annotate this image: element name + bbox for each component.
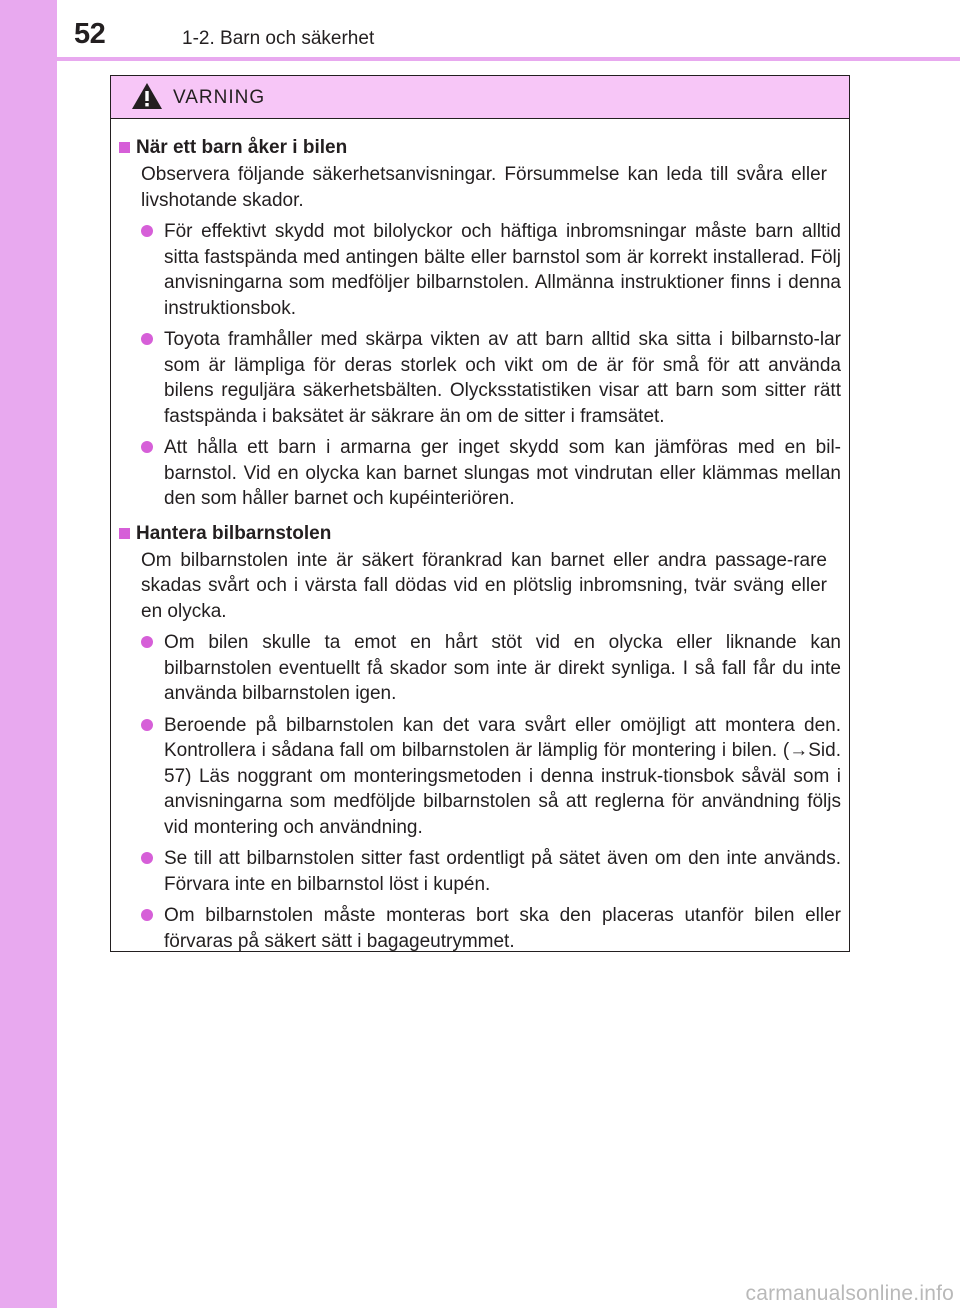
section-heading xyxy=(119,520,841,547)
warning-label: VARNING xyxy=(173,87,266,108)
page-header xyxy=(0,0,960,58)
section-heading-text: Hantera bilbarnstolen xyxy=(136,522,332,544)
section-title: 1-2. Barn och säkerhet xyxy=(182,28,375,49)
page-number: 52 xyxy=(74,18,106,50)
round-bullet-icon xyxy=(141,333,153,345)
section-heading-text: När ett barn åker i bilen xyxy=(136,137,348,158)
list-item xyxy=(119,846,841,897)
header-corner xyxy=(0,0,57,58)
round-bullet-icon xyxy=(141,636,153,648)
list-item-text: Toyota framhåller med skärpa vikten av att barn alltid ska sitta i bilbarnsto-lar som är lämpliga för deras storlek och vikt om de är för små för att använda bilens reguljära säkerhetsbälten. Olycksstatistiken visar att barn som sitter rätt fastspända i baksätet är säkrare än om de sitter i framsätet. xyxy=(164,329,841,427)
round-bullet-icon xyxy=(141,852,153,864)
list-item xyxy=(119,903,841,954)
list-item-text: Om bilen skulle ta emot en hårt stöt vid en olycka eller liknande kan bilbarnstolen eventuellt få skador som inte är direkt synliga. I så fall får du inte använda bilbarnstolen igen. xyxy=(164,632,841,704)
section-intro: Om bilbarnstolen inte är säkert förankrad kan barnet eller andra passage-rare skadas svårt och i värsta fall dödas vid en plötslig inbromsning, tvär sväng eller en olycka. xyxy=(141,549,827,622)
warning-triangle-icon xyxy=(131,82,163,110)
list-item-text: Beroende på bilbarnstolen kan det vara svårt eller omöjligt att montera den. Kontrollera i sådana fall om bilbarnstolen är lämplig för montering i bilen. (→Sid. 57) Läs noggrant om monteringsmetoden i denna instruk-tionsbok såväl som i anvisningarna som medföljde bilbarnstolen så att reglerna för användning följs vid montering och användning. xyxy=(164,714,841,838)
list-item xyxy=(119,435,841,512)
round-bullet-icon xyxy=(141,719,153,731)
header-rule xyxy=(57,57,960,61)
list-item-text: Se till att bilbarnstolen sitter fast ordentligt på sätet även om den inte används. Förvara inte en bilbarnstol löst i kupén. xyxy=(164,848,841,895)
list-item xyxy=(119,630,841,707)
round-bullet-icon xyxy=(141,909,153,921)
warning-content xyxy=(111,134,849,960)
list-item xyxy=(119,219,841,321)
list-item xyxy=(119,327,841,429)
list-item-text: För effektivt skydd mot bilolyckor och häftiga inbromsningar måste barn alltid sitta fastspända med antingen bälte eller barnstol som är korrekt installerad. Följ anvisningarna som medföljer bilbarnstolen. Allmänna instruktioner finns i denna instruktionsbok. xyxy=(164,221,841,319)
list-item xyxy=(119,713,841,841)
watermark: carmanualsonline.info xyxy=(745,1282,954,1305)
list-item-text: Om bilbarnstolen måste monteras bort ska den placeras utanför bilen eller förvaras på säkert sätt i bagageutrymmet. xyxy=(164,905,841,952)
square-bullet-icon xyxy=(119,528,130,539)
square-bullet-icon xyxy=(119,142,130,153)
warning-header xyxy=(111,76,849,119)
section-intro: Observera följande säkerhetsanvisningar. Försummelse kan leda till svåra eller livshotande skador. xyxy=(141,164,827,211)
warning-box xyxy=(110,75,850,952)
left-color-band xyxy=(0,0,57,1308)
list-item-text: Att hålla ett barn i armarna ger inget skydd som kan jämföras med en bil-barnstol. Vid en olycka kan barnet slungas mot vindrutan eller klämmas mellan den som håller barnet och kupéinteriören. xyxy=(164,437,841,509)
section-heading xyxy=(119,134,841,161)
round-bullet-icon xyxy=(141,441,153,453)
round-bullet-icon xyxy=(141,225,153,237)
